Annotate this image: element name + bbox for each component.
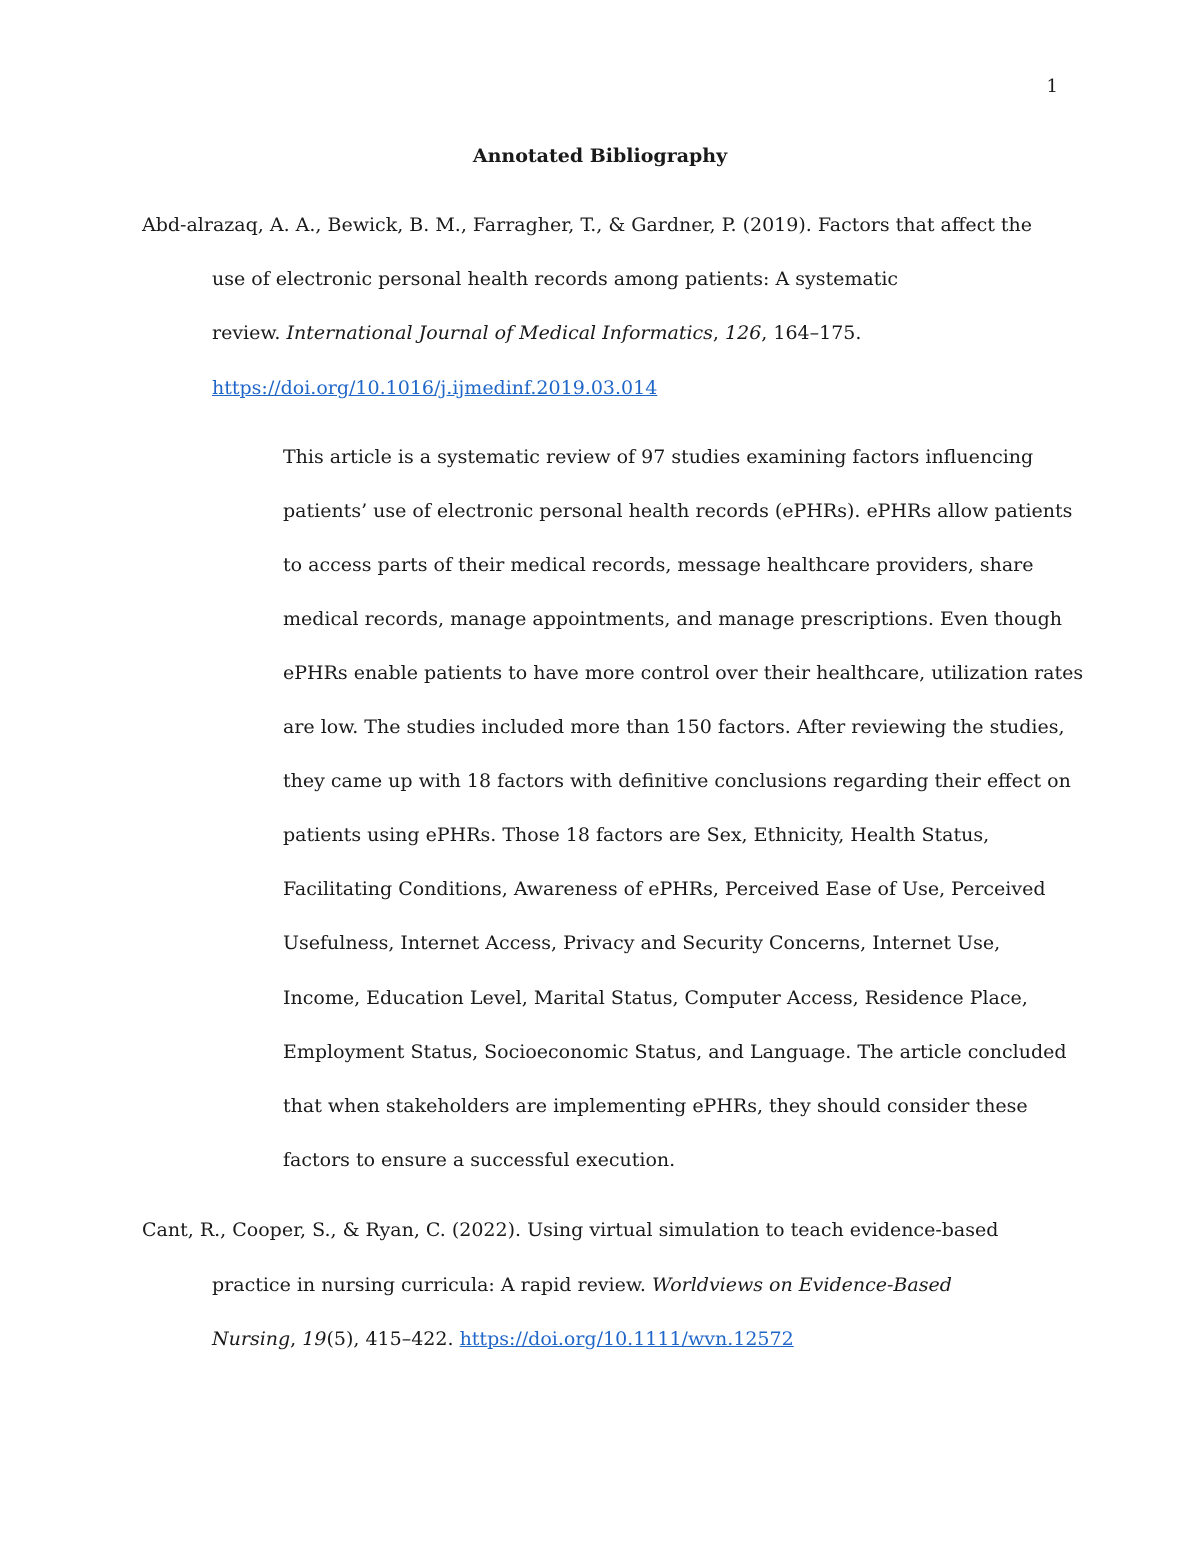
citation-2-journal-part-1: Worldviews on Evidence-Based bbox=[651, 1274, 952, 1296]
citation-1-review-text: review. bbox=[212, 322, 287, 344]
citation-2-line-3 bbox=[212, 1325, 794, 1353]
annotation-line: Usefulness, Internet Access, Privacy and Security Concerns, Internet Use, bbox=[283, 932, 1001, 954]
document-title: Annotated Bibliography bbox=[472, 145, 728, 167]
annotation-line: patients using ePHRs. Those 18 factors are Sex, Ethnicity, Health Status, bbox=[283, 824, 990, 846]
annotation-line: ePHRs enable patients to have more control over their healthcare, utilization rates bbox=[283, 662, 1084, 684]
page-number: 1 bbox=[1046, 76, 1058, 97]
citation-2-line-1: Cant, R., Cooper, S., & Ryan, C. (2022). Using virtual simulation to teach evidence-based bbox=[142, 1219, 999, 1241]
citation-2-doi-link[interactable]: https://doi.org/10.1111/wvn.12572 bbox=[459, 1328, 794, 1350]
annotation-line: patients’ use of electronic personal health records (ePHRs). ePHRs allow patients bbox=[283, 500, 1073, 522]
annotation-line: factors to ensure a successful execution. bbox=[283, 1149, 676, 1171]
citation-1-line-2: use of electronic personal health records among patients: A systematic bbox=[212, 268, 899, 290]
citation-2-title-end: practice in nursing curricula: A rapid review. bbox=[212, 1274, 652, 1296]
citation-1-pages: , 164–175. bbox=[761, 322, 862, 344]
citation-2-line-2 bbox=[212, 1271, 952, 1299]
annotation-line: are low. The studies included more than 150 factors. After reviewing the studies, bbox=[283, 716, 1065, 738]
citation-1-journal: International Journal of Medical Informatics bbox=[286, 322, 713, 344]
annotation-line: to access parts of their medical records, message healthcare providers, share bbox=[283, 554, 1034, 576]
annotation-line: Income, Education Level, Marital Status, Computer Access, Residence Place, bbox=[283, 987, 1028, 1009]
citation-2-journal-part-2: Nursing bbox=[212, 1328, 291, 1350]
annotation-line: they came up with 18 factors with definitive conclusions regarding their effect on bbox=[283, 770, 1071, 792]
annotation-line: Facilitating Conditions, Awareness of ePHRs, Perceived Ease of Use, Perceived bbox=[283, 878, 1046, 900]
citation-2-comma: , bbox=[290, 1328, 303, 1350]
annotation-line: This article is a systematic review of 97 studies examining factors influencing bbox=[283, 446, 1034, 468]
citation-1-line-4 bbox=[212, 374, 657, 402]
citation-2-issue-pages: (5), 415–422. bbox=[326, 1328, 460, 1350]
annotation-line: medical records, manage appointments, and manage prescriptions. Even though bbox=[283, 608, 1063, 630]
citation-1-line-3 bbox=[212, 319, 861, 347]
citation-1-line-1: Abd-alrazaq, A. A., Bewick, B. M., Farragher, T., & Gardner, P. (2019). Factors that affect the bbox=[142, 214, 1033, 236]
citation-2-volume: 19 bbox=[302, 1328, 327, 1350]
annotation-line: Employment Status, Socioeconomic Status, and Language. The article concluded bbox=[283, 1041, 1067, 1063]
citation-1-volume: 126 bbox=[725, 322, 762, 344]
citation-1-doi-link[interactable]: https://doi.org/10.1016/j.ijmedinf.2019.03.014 bbox=[212, 377, 658, 399]
annotation-line: that when stakeholders are implementing ePHRs, they should consider these bbox=[283, 1095, 1028, 1117]
citation-1-comma: , bbox=[712, 322, 726, 344]
